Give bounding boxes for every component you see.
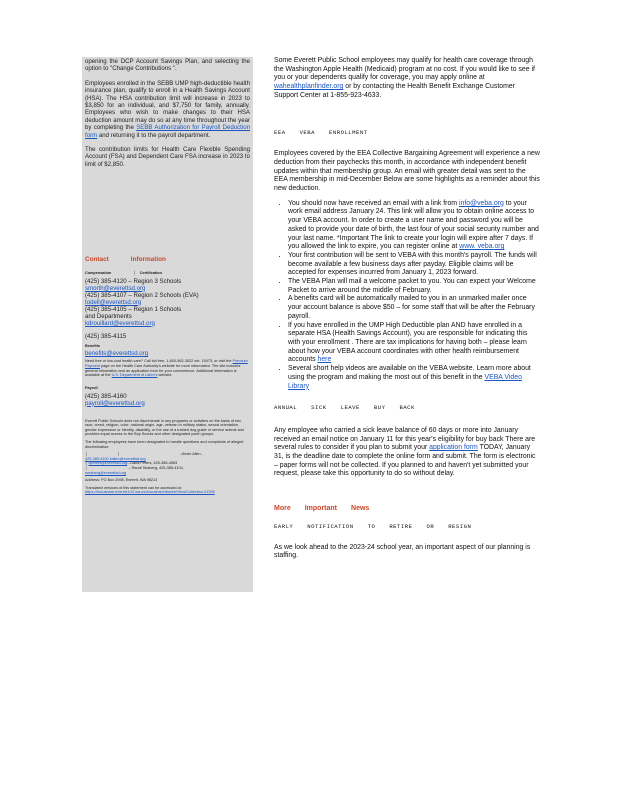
early-notification-paragraph: As we look ahead to the 2023-24 school year, an important aspect of our planning is staffing. — [274, 543, 531, 560]
compensation-email-2[interactable]: todell@everettsd.org — [85, 298, 142, 306]
contact-heading: Contact Information — [85, 256, 166, 263]
address: Address: PO Box 2098, Everett, WA 98213 — [85, 478, 158, 483]
sick-leave-paragraph: Any employee who carried a sick leave balance of 60 days or more into January received an email notice on January 11 for this year's eligibility for buy back There are several rules to consider if you plan to submit your application form TODAY, January 31, is the deadline date to complete the online form and submit. The form is electronic – paper forms will not be collected. If you planned to and haven't yet submitted your request, please take this opportunity to do so without delay. — [274, 426, 536, 478]
benefits-label: Benefits — [85, 343, 100, 348]
list-item: • Several short help videos are available on the VEBA website. Learn more about using the program and making the most out of this benefit in the VEBA Video Library — [288, 365, 540, 391]
dept-labor-link[interactable]: U.S. Department of Labor's — [111, 373, 158, 378]
veba-website-link[interactable]: www. veba.org — [459, 243, 505, 251]
eea-veba-heading: EEA VEBA ENROLLMENT — [274, 128, 368, 136]
compensation-label: Compensation │ Certification — [85, 270, 162, 275]
benefits-note: Need free or low-cost health care? Call toll free, 1-800-562-3022 ext. 15473, or visit the Premium Payment page on the Health Care Authority's website for more information. The site includes general information and an application form for your convenience. Additional information is available at the U.S. Department of Labor's website. — [85, 359, 248, 378]
more-news-heading: More Important News — [274, 505, 370, 513]
benefits-email[interactable]: benefits@everettsd.org — [85, 350, 149, 358]
list-item: • You should now have received an email with a link from info@veba.org to your work email address January 24. This link will allow you to obtain online access to your VEBA account. In order to create a user name and password you will be asked to provide your date of birth, the last four of your social security number and your last name. *Important The link to create your login will expire after 7 days. If you allowed the link to expire, you can register online at www. veba.org — [288, 200, 540, 252]
early-notification-heading: EARLY NOTIFICATION TO RETIRE OR RESIGN — [274, 522, 472, 530]
here-link[interactable]: here — [317, 356, 332, 364]
compensation-email-3[interactable]: kdrouillard@everettsd.org — [85, 319, 155, 327]
list-item: • If you have enrolled in the UMP High Deductible plan AND have enrolled in a separate HSA (Health Savings Account), you are responsible for indicating this with your enrollment . There are tax implications for having both – please learn about how your VEBA account coordinates with other health reimbursement accounts here — [288, 322, 540, 366]
contact-a-email[interactable]: 425-385-4100 kallen@everettsd.org — [85, 456, 146, 461]
list-item: • Your first contribution will be sent to VEBA with this month's payroll. The funds will become available a few business days after payday. Eligible claims will be accepted for expenses incurred from January 1, 2023 forward. — [288, 252, 540, 278]
payroll-phone: (425) 385-4160 — [85, 392, 127, 400]
contact-c-email[interactable]: rseaberg@everettsd.org — [85, 470, 127, 475]
hsa-paragraph: Employees enrolled in the SEBB UMP high-deductible health insurance plan, qualify to enroll in a Health Savings Account (HSA). The HSA contribution limit will increase in 2023 to $3,850 for an individual, and $7,750 for family, annually. Employees who wish to make changes to their HSA deduction amount may do so at any time throughout the year by completing the SEBB Authorization for Payroll Deduction form and returning it to the payroll department. — [85, 79, 250, 139]
healthplanfinder-link[interactable]: wahealthplanfinder.org — [274, 83, 344, 91]
fsa-paragraph: The contribution limits for Health Care Flexible Spending Account (FSA) and Dependent Care FSA increase in 2023 to limit of $2,850. — [85, 146, 250, 168]
left-top-text — [82, 58, 253, 168]
translated-versions-link[interactable]: https://docushare.everett-k12.wa.us/docushare/dsweb/View/Collection-21395 — [85, 490, 215, 495]
veba-info-email-link[interactable]: info@veba.org — [458, 199, 504, 207]
right-main-column — [274, 57, 540, 561]
benefits-phone: (425) 385-4115 — [85, 332, 127, 340]
premium-payment-link[interactable]: Premium Payment — [85, 359, 248, 368]
list-item: • A benefits card will be automatically mailed to you in an unmarked mailer once your account balance is above $50 – for some staff that will be after the February payroll. — [288, 295, 540, 321]
compensation-email-1[interactable]: smorth@everettsd.org — [85, 284, 146, 292]
payroll-email[interactable]: payroll@everettsd.org — [85, 399, 145, 407]
sebb-form-link[interactable]: SEBB Authorization for Payroll Deduction form — [85, 124, 250, 139]
list-item: • The VEBA Plan will mail a welcome packet to you. You can expect your Welcome Packet to arrive around the middle of February. — [288, 278, 540, 295]
nondiscrimination-statement: Everett Public Schools does not discriminate in any programs or activities on the basis of sex, race, creed, religion, color, national origin, age, veteran or military status, sexual orientation, gender expression or identity, disability, or the use of a trained dog guide or service animal and provides equal access to the Boy Scouts and other designated youth groups. The following employees have been designated to handle questions and complaints of alleged discrimination: │ │ –Kevin Allen , 425-385-4100 kallen@everettsd.org │ dpeters@everettsd.org– Dana Peters, 425-385-4063 │ – Randi Seaberg, 425-385-4104, rseaberg@everettsd.org Address: PO Box 2098, Everett, WA 98213 Translated versions of this statement can be accessed at: https://docushare.everett-k12.wa.us/docushare/dsweb/View/Collection-21395 — [85, 419, 250, 495]
compensation-contacts: (425) 385-4120 – Region 3 Schools smorth@everettsd.org (425) 385-4107 – Region 2 Schools (EVA) todell@everettsd.org (425) 385-4105 – Region 1 Schools and Departments kdrouillard@everettsd.org — [85, 277, 199, 327]
eea-paragraph: Employees covered by the EEA Collective Bargaining Agreement will experience a new deduction from their paychecks this month, in accordance with independent benefit updates within that membership group. An email with greater detail was sent to the EEA membership in mid-December Below are some highlights as a reminder about this new deduction. — [274, 150, 540, 193]
contact-b-email[interactable]: dpeters@everettsd.org — [88, 461, 128, 466]
payroll-label: Payroll — [85, 385, 98, 390]
veba-bullet-list — [274, 200, 540, 391]
contact-information — [82, 257, 253, 498]
application-form-link[interactable]: application form — [429, 444, 478, 452]
sick-leave-heading: ANNUAL SICK LEAVE BUY BACK — [274, 404, 415, 412]
dcp-paragraph: opening the DCP Account Savings Plan, and selecting the option to "Change Contributions ". — [85, 58, 250, 73]
veba-video-library-link[interactable]: VEBA Video Library — [288, 373, 522, 390]
apple-health-paragraph: Some Everett Public School employees may qualify for health care coverage through the Washington Apple Health (Medicaid) program at no cost. If you would like to see if you or your dependents qualify for coverage, you may apply online at wahealthplanfinder.org or by contacting the Health Benefit Exchange Customer Support Center at 1-855-923-4633. — [274, 57, 535, 99]
